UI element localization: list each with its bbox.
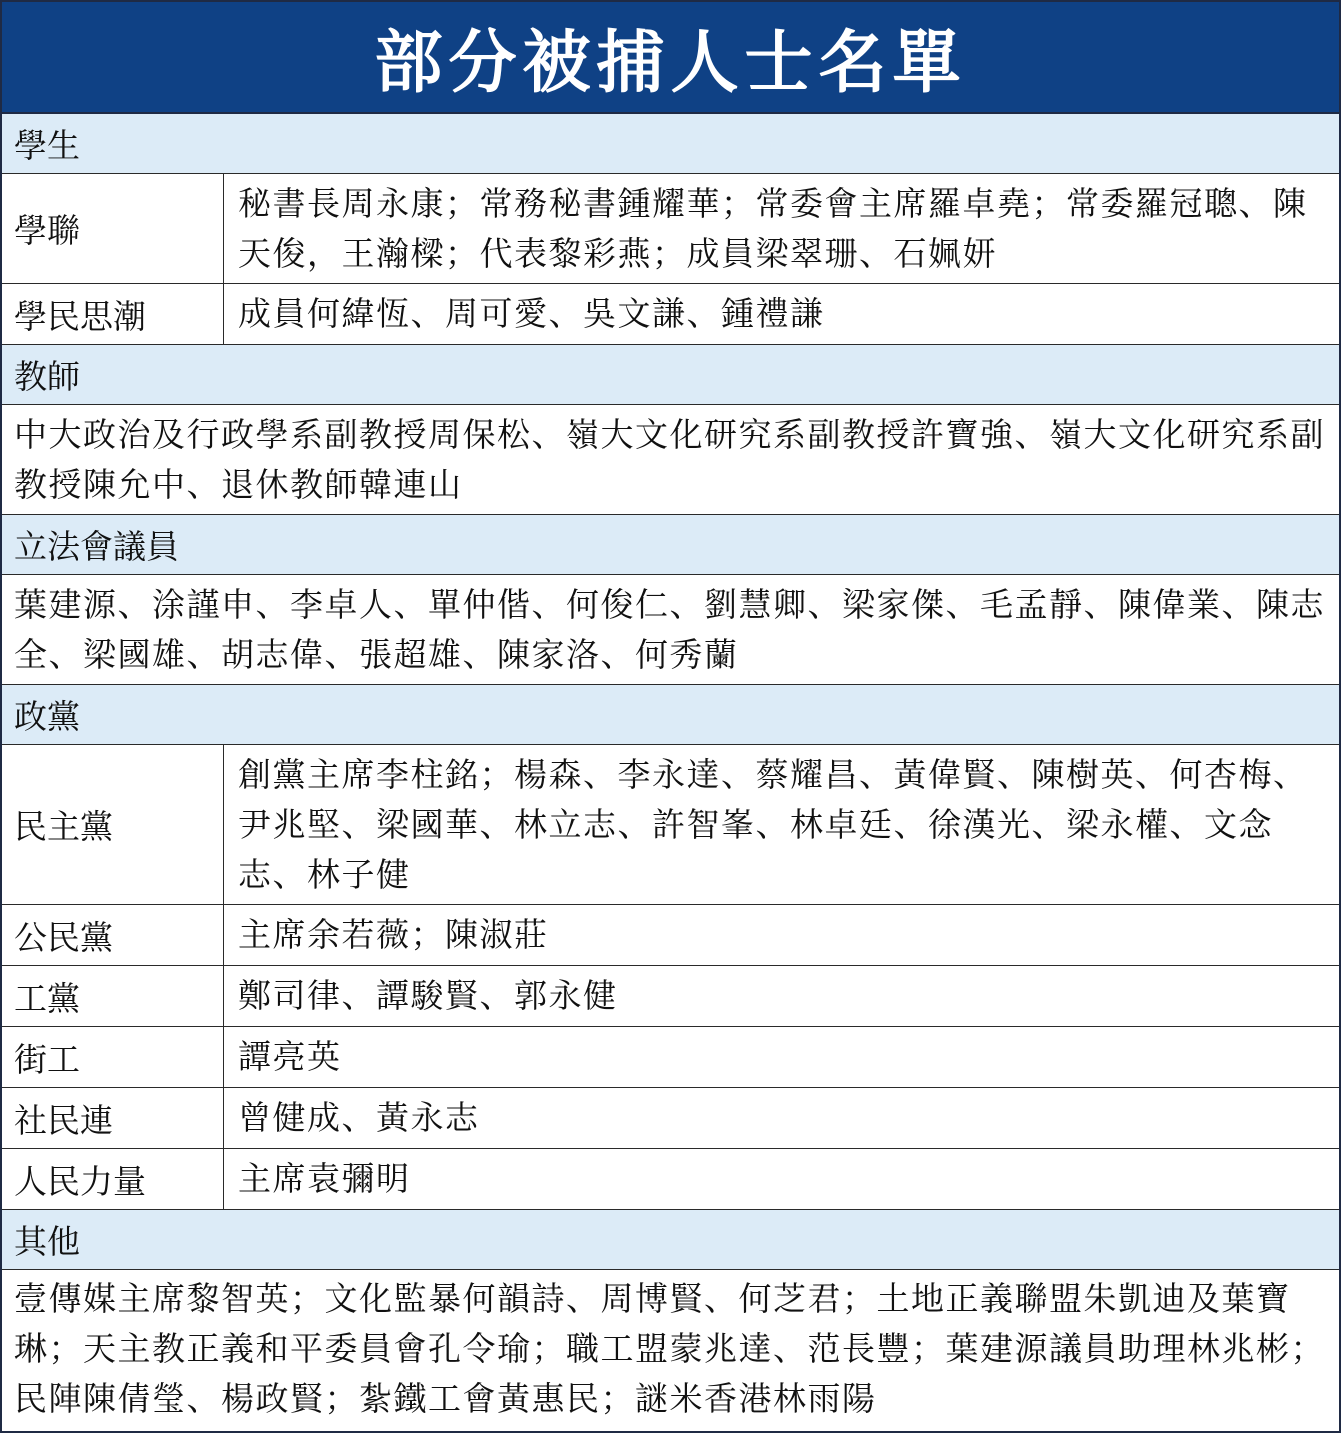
org-label-labour-party: 工黨 [2, 966, 224, 1026]
org-label-scholarism: 學民思潮 [2, 284, 224, 344]
names-nwsc: 譚亮英 [238, 1037, 342, 1076]
page-title: 部分被捕人士名單 [2, 2, 1339, 114]
category-legislators: 立法會議員 [2, 515, 1339, 575]
category-students: 學生 [2, 114, 1339, 174]
names-hkfs: 秘書長周永康；常務秘書鍾耀華；常委會主席羅卓堯；常委羅冠聰、陳天俊，王瀚樑；代表黎彩燕；成員梁翠珊、石姵妍 [238, 183, 1308, 273]
table-row-civic-party [2, 905, 1339, 966]
names-people-power: 主席袁彌明 [238, 1159, 411, 1198]
table-row-people-power [2, 1149, 1339, 1210]
table-row-hkfs [2, 174, 1339, 284]
names-labour-party: 鄭司律、譚駿賢、郭永健 [238, 976, 618, 1015]
org-label-democratic-party: 民主黨 [2, 745, 224, 904]
org-label-lsd: 社民連 [2, 1088, 224, 1148]
org-label-hkfs: 學聯 [2, 174, 224, 283]
table-row-labour-party [2, 966, 1339, 1027]
table-row-nwsc [2, 1027, 1339, 1088]
names-lsd: 曾健成、黃永志 [238, 1098, 480, 1137]
names-democratic-party: 創黨主席李柱銘；楊森、李永達、蔡耀昌、黃偉賢、陳樹英、何杏梅、尹兆堅、梁國華、林立志、許智峯、林卓廷、徐漢光、梁永權、文念志、林子健 [238, 754, 1308, 894]
names-others: 壹傳媒主席黎智英；文化監暴何韻詩、周博賢、何芝君；土地正義聯盟朱凱迪及葉寶琳；天主教正義和平委員會孔令瑜；職工盟蒙兆達、范長豐；葉建源議員助理林兆彬；民陣陳倩瑩、楊政賢；紮鐵工會黃惠民；謎米香港林雨陽 [14, 1278, 1325, 1418]
table-row-lsd [2, 1088, 1339, 1149]
org-label-nwsc: 街工 [2, 1027, 224, 1087]
names-teachers: 中大政治及行政學系副教授周保松、嶺大文化研究系副教授許寶強、嶺大文化研究系副教授陳允中、退休教師韓連山 [2, 405, 1339, 515]
category-others: 其他 [2, 1210, 1339, 1270]
category-teachers: 教師 [2, 345, 1339, 405]
names-legislators: 葉建源、涂謹申、李卓人、單仲偕、何俊仁、劉慧卿、梁家傑、毛孟靜、陳偉業、陳志全、梁國雄、胡志偉、張超雄、陳家洛、何秀蘭 [2, 575, 1339, 685]
org-label-civic-party: 公民黨 [2, 905, 224, 965]
table-row-scholarism [2, 284, 1339, 345]
names-scholarism: 成員何緯恆、周可愛、吳文謙、鍾禮謙 [238, 294, 825, 333]
category-parties: 政黨 [2, 685, 1339, 745]
org-label-people-power: 人民力量 [2, 1149, 224, 1209]
table-row-democratic-party [2, 745, 1339, 905]
names-civic-party: 主席余若薇；陳淑莊 [238, 915, 549, 954]
